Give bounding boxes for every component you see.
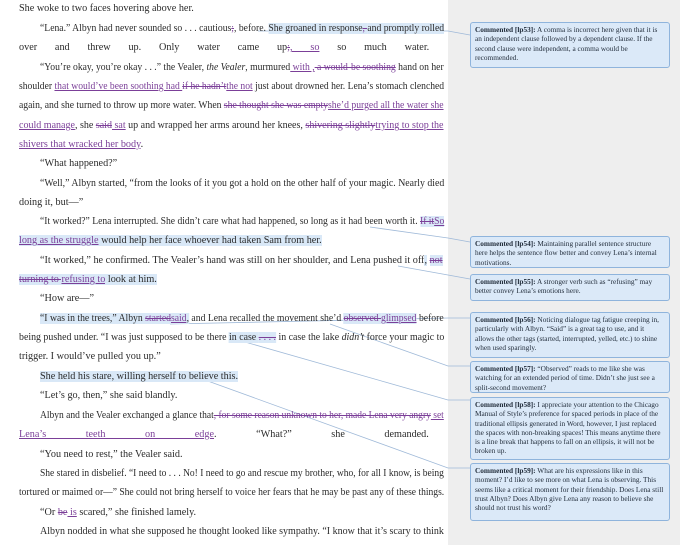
comment-balloon[interactable] xyxy=(470,236,670,268)
tracked-insertion: shivers that wracked her body xyxy=(19,139,141,150)
commented-text: She held his stare, willing herself to believe this. xyxy=(40,371,239,382)
text-run: Albyn and the Vealer exchanged a glance that xyxy=(40,410,214,421)
text-run: , before. xyxy=(233,23,269,34)
text-run: “You’re okay, you’re okay . . .” the Vealer, xyxy=(40,62,207,73)
manuscript-line xyxy=(40,215,444,229)
text-run: up and wrapped her arms around her knees, xyxy=(125,120,306,131)
tracked-insertion: that would’ve been soothing had xyxy=(54,81,183,92)
text-run: didn’t xyxy=(341,332,365,343)
tracked-deletion: said xyxy=(95,120,112,131)
manuscript-line xyxy=(40,22,444,36)
tracked-insertion: set xyxy=(430,410,444,421)
tracked-deletion: ; xyxy=(231,23,234,34)
manuscript-line xyxy=(40,370,238,384)
manuscript-line xyxy=(40,389,177,403)
comment-author: Commented [lp56]: xyxy=(475,315,536,324)
tracked-deletion: be xyxy=(57,507,68,518)
tracked-insertion: trying to stop the xyxy=(375,120,444,131)
text-run: “It worked?” Lena interrupted. She didn’t care what had happened, so long as it had been worth it. xyxy=(40,216,421,227)
tracked-insertion: is xyxy=(67,507,77,518)
text-run: over and threw up. Only water came up xyxy=(19,42,288,53)
manuscript-line xyxy=(19,119,444,133)
text-run: again, and she turned to throw up more water. When xyxy=(19,100,224,111)
tracked-deletion: not xyxy=(429,255,443,266)
manuscript-line xyxy=(40,157,117,171)
manuscript-line xyxy=(19,331,444,345)
manuscript-line xyxy=(40,525,444,539)
manuscript-line xyxy=(19,486,444,500)
comment-text: A comma is incorrect here given that it is an independent clause followed by a dependent clause. If the second clause were independent, a comma would be recommended. xyxy=(475,25,658,62)
manuscript-line xyxy=(19,80,444,94)
comment-author: Commented [lp55]: xyxy=(475,277,536,286)
tracked-deletion: observed xyxy=(343,313,382,324)
text-run: “What happened?” xyxy=(40,158,118,169)
manuscript-line xyxy=(19,234,322,248)
text-run: She woke to two faces hovering above her. xyxy=(19,3,194,14)
comment-text: Noticing dialogue tag fatigue creeping in, particularly with Albyn. “Said” is a great tag to use, and it allows the other tags (started, interrupted, yelled, etc.) to shine when used sparingly. xyxy=(475,315,660,352)
comment-author: Commented [lp54]: xyxy=(475,239,536,248)
text-run: , she xyxy=(74,120,96,131)
text-run: being pushed under. “I was just supposed to be there xyxy=(19,332,230,343)
tracked-insertion: sat xyxy=(111,120,126,131)
commented-text: would help her face whoever had taken Sam from her. xyxy=(98,235,322,246)
tracked-deletion: started xyxy=(145,313,171,324)
manuscript-line xyxy=(40,61,444,75)
tracked-deletion: ; xyxy=(287,42,290,53)
comment-author: Commented [lp58]: xyxy=(475,400,536,409)
manuscript-line xyxy=(40,409,444,423)
comment-author: Commented [lp59]: xyxy=(475,466,536,475)
manuscript-line xyxy=(19,138,143,152)
text-run: hand on her xyxy=(395,62,444,73)
text-run: so much water. xyxy=(319,42,430,53)
manuscript-line xyxy=(19,2,194,16)
commented-text: and promptly rolled xyxy=(367,23,445,34)
text-run: “Well,” Albyn started, “from the looks of it you got a hold on the other half of your magic. Nearly died xyxy=(40,178,445,189)
comment-text: What are his expressions like in this moment? I’d like to see more on what Lena is observing. This seems like a critical moment for their friendship. Does Lena still trust Albyn? Does Albyn give Lena any reason to believe she should not trust his word? xyxy=(475,466,664,513)
tracked-insertion: she’d purged all the water she xyxy=(328,100,444,111)
text-run: and Lena recalled the movement she’d xyxy=(189,313,344,324)
tracked-insertion: said xyxy=(170,313,187,324)
tracked-insertion: , so xyxy=(290,42,320,53)
manuscript-line xyxy=(19,196,83,210)
text-run: “It worked,” he confirmed. The Vealer’s hand was still on her shoulder, and Lena pushed it off xyxy=(40,255,425,266)
text-run: before xyxy=(416,313,444,324)
manuscript-line xyxy=(19,350,161,364)
commented-text: look at him. xyxy=(105,274,157,285)
text-run: tortured or maimed or—” She could not bring herself to voice her fears that he may be past any of these things. xyxy=(19,487,445,498)
manuscript-line xyxy=(19,41,429,55)
manuscript-line xyxy=(40,254,443,268)
comment-balloon[interactable] xyxy=(470,22,670,68)
text-run: “Let’s go, then,” she said blandly. xyxy=(40,390,178,401)
tracked-insertion: refusing to xyxy=(61,274,106,285)
comment-balloon[interactable] xyxy=(470,361,670,393)
text-run: trigger. I would’ve pulled you up.” xyxy=(19,351,161,362)
commented-text: “I was in the trees,” Albyn xyxy=(40,313,146,324)
comment-text: Maintaining parallel sentence structure here helps the sentence flow better and convey Lena’s internal motivations. xyxy=(475,239,657,267)
comment-balloon[interactable] xyxy=(470,274,670,301)
manuscript-line xyxy=(40,467,444,481)
tracked-deletion: , xyxy=(362,23,368,34)
tracked-insertion: glimpsed xyxy=(381,313,417,324)
tracked-insertion: the not xyxy=(226,81,253,92)
text-run: in case the lake xyxy=(275,332,342,343)
commented-text: , xyxy=(186,313,190,324)
tracked-insertion: Lena’s teeth on edge xyxy=(19,429,215,440)
manuscript-line xyxy=(40,506,196,520)
tracked-deletion: she thought she was empty xyxy=(223,100,329,111)
text-run: . “What?” she demanded. xyxy=(214,429,429,440)
comment-text: “Observed” reads to me like she was watching for an extended period of time. Didn’t she just see a split-second movement? xyxy=(475,364,655,392)
text-run: shoulder xyxy=(19,81,55,92)
tracked-insertion: could manage xyxy=(19,120,75,131)
comment-balloon[interactable] xyxy=(470,312,670,358)
manuscript-line xyxy=(40,292,94,306)
tracked-deletion: , for some reason unknown to her, made Lena very angry xyxy=(213,410,431,421)
commented-text: She groaned in response xyxy=(268,23,363,34)
text-run: , murmured xyxy=(245,62,291,73)
text-run: “Lena.” Albyn had never sounded so . . . cautious xyxy=(40,23,232,34)
text-run: scared,” she finished lamely. xyxy=(76,507,197,518)
text-run: Albyn nodded in what she supposed he thought looked like sympathy. “I know that it’s scary to think xyxy=(40,526,444,537)
comment-balloon[interactable] xyxy=(470,463,670,521)
comment-text: A stronger verb such as “refusing” may better convey Lena’s emotions here. xyxy=(475,277,653,296)
comment-author: Commented [lp57]: xyxy=(475,364,536,373)
text-run: “How are—” xyxy=(40,293,95,304)
tracked-deletion: if he hadn’t xyxy=(182,81,227,92)
text-run: the Vealer xyxy=(206,62,246,73)
text-run: . xyxy=(140,139,144,150)
tracked-insertion: with , xyxy=(290,62,315,73)
tracked-deletion: shivering slightly xyxy=(305,120,376,131)
tracked-deletion: If it xyxy=(420,216,435,227)
comment-author: Commented [lp53]: xyxy=(475,25,536,34)
text-run: “You need to rest,” the Vealer said. xyxy=(40,449,183,460)
manuscript-line xyxy=(19,273,157,287)
tracked-insertion: long as the struggle xyxy=(19,235,99,246)
text-run: force your magic to xyxy=(364,332,445,343)
text-run: “Or xyxy=(40,507,58,518)
text-run: She stared in disbelief. “I need to . . . No! I need to go and rescue my brother, who, for all I know, is being xyxy=(40,468,444,479)
commented-text: , xyxy=(424,255,427,266)
tracked-deletion: . . . . xyxy=(258,332,276,343)
comment-balloon[interactable] xyxy=(470,397,670,460)
text-run: just about drowned her. Lena’s stomach clenched xyxy=(252,81,445,92)
tracked-deletion: turning to xyxy=(19,274,62,285)
manuscript-line xyxy=(40,312,444,326)
manuscript-line xyxy=(40,177,444,191)
tracked-deletion: a would-be soothing xyxy=(314,62,396,73)
text-run: doing it, but—” xyxy=(19,197,84,208)
commented-text: in case xyxy=(229,332,259,343)
comment-text: I appreciate your attention to the Chicago Manual of Style’s preference for spaced periods in place of the traditional ellipsis generated in Word, however, I just replaced the spaces with non-breaking spaces! This means anytime there is a line break that happens to fall on an ellipsis, it will not be broken up. xyxy=(475,400,661,456)
tracked-insertion: So xyxy=(434,216,445,227)
manuscript-line xyxy=(40,448,183,462)
manuscript-line xyxy=(19,99,444,113)
manuscript-line xyxy=(19,428,429,442)
